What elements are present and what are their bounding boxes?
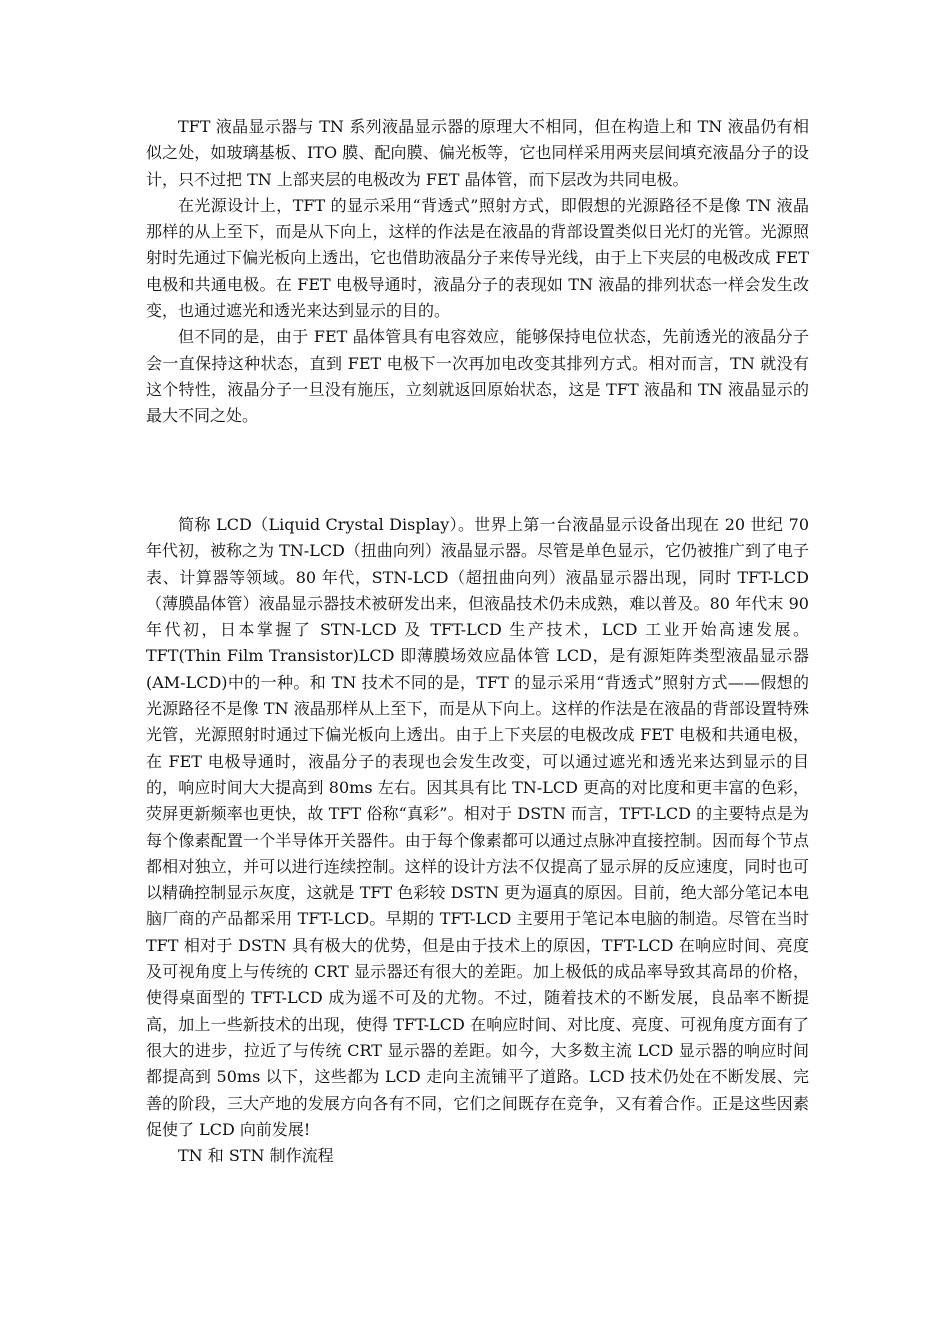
section-lcd-history [146, 512, 809, 1169]
section-tft-principle [146, 114, 809, 430]
paragraph: 在光源设计上，TFT 的显示采用“背透式”照射方式，即假想的光源路径不是像 TN 液晶那样的从上至下，而是从下向上，这样的作法是在液晶的背部设置类似日光灯的光管。光源照射时先通过下偏光板向上透出，它也借助液晶分子来传导光线，由于上下夹层的电极改成 FET 电极和共通电极。在 FET 电极导通时，液晶分子的表现如 TN 液晶的排列状态一样会发生改变，也通过遮光和透光来达到显示的目的。 [146, 195, 809, 321]
paragraph: 但不同的是，由于 FET 晶体管具有电容效应，能够保持电位状态，先前透光的液晶分子会一直保持这种状态，直到 FET 电极下一次再加电改变其排列方式。相对而言，TN 就没有这个特性，液晶分子一旦没有施压，立刻就返回原始状态，这是 TFT 液晶和 TN 液晶显示的最大不同之处。 [146, 327, 809, 426]
paragraph: TFT 液晶显示器与 TN 系列液晶显示器的原理大不相同，但在构造上和 TN 液晶仍有相似之处，如玻璃基板、ITO 膜、配向膜、偏光板等，它也同样采用两夹层间填充液晶分子的设计，只不过把 TN 上部夹层的电极改为 FET 晶体管，而下层改为共同电极。 [146, 117, 809, 189]
section-heading-tn-stn-process: TN 和 STN 制作流程 [178, 1146, 334, 1166]
paragraph: 简称 LCD（Liquid Crystal Display）。世界上第一台液晶显示设备出现在 20 世纪 70 年代初，被称之为 TN-LCD（扭曲向列）液晶显示器。尽管是单色显示，它仍被推广到了电子表、计算器等领域。80 年代，STN-LCD（超扭曲向列）液晶显示器出现，同时 TFT-LCD（薄膜晶体管）液晶显示器技术被研发出来，但液晶技术仍未成熟，难以普及。80 年代末 90 年代初，日本掌握了 STN-LCD 及 TFT-LCD 生产技术，LCD 工业开始高速发展。TFT(Thin Film Transistor)LCD 即薄膜场效应晶体管 LCD，是有源矩阵类型液晶显示器(AM-LCD)中的一种。和 TN 技术不同的是，TFT 的显示采用“背透式”照射方式——假想的光源路径不是像 TN 液晶那样从上至下，而是从下向上。这样的作法是在液晶的背部设置特殊光管，光源照射时通过下偏光板向上透出。由于上下夹层的电极改成 FET 电极和共通电极，在 FET 电极导通时，液晶分子的表现也会发生改变，可以通过遮光和透光来达到显示的目的，响应时间大大提高到 80ms 左右。因其具有比 TN-LCD 更高的对比度和更丰富的色彩，荧屏更新频率也更快，故 TFT 俗称“真彩”。相对于 DSTN 而言，TFT-LCD 的主要特点是为每个像素配置一个半导体开关器件。由于每个像素都可以通过点脉冲直接控制。因而每个节点都相对独立，并可以进行连续控制。这样的设计方法不仅提高了显示屏的反应速度，同时也可以精确控制显示灰度，这就是 TFT 色彩较 DSTN 更为逼真的原因。目前，绝大部分笔记本电脑厂商的产品都采用 TFT-LCD。早期的 TFT-LCD 主要用于笔记本电脑的制造。尽管在当时 TFT 相对于 DSTN 具有极大的优势，但是由于技术上的原因，TFT-LCD 在响应时间、亮度及可视角度上与传统的 CRT 显示器还有很大的差距。加上极低的成品率导致其高昂的价格，使得桌面型的 TFT-LCD 成为遥不可及的尤物。不过，随着技术的不断发展，良品率不断提高，加上一些新技术的出现，使得 TFT-LCD 在响应时间、对比度、亮度、可视角度方面有了很大的进步，拉近了与传统 CRT 显示器的差距。如今，大多数主流 LCD 显示器的响应时间都提高到 50ms 以下，这些都为 LCD 走向主流铺平了道路。LCD 技术仍处在不断发展、完善的阶段，三大产地的发展方向各有不同，它们之间既存在竞争，又有着合作。正是这些因素促使了 LCD 向前发展! [146, 515, 809, 1139]
